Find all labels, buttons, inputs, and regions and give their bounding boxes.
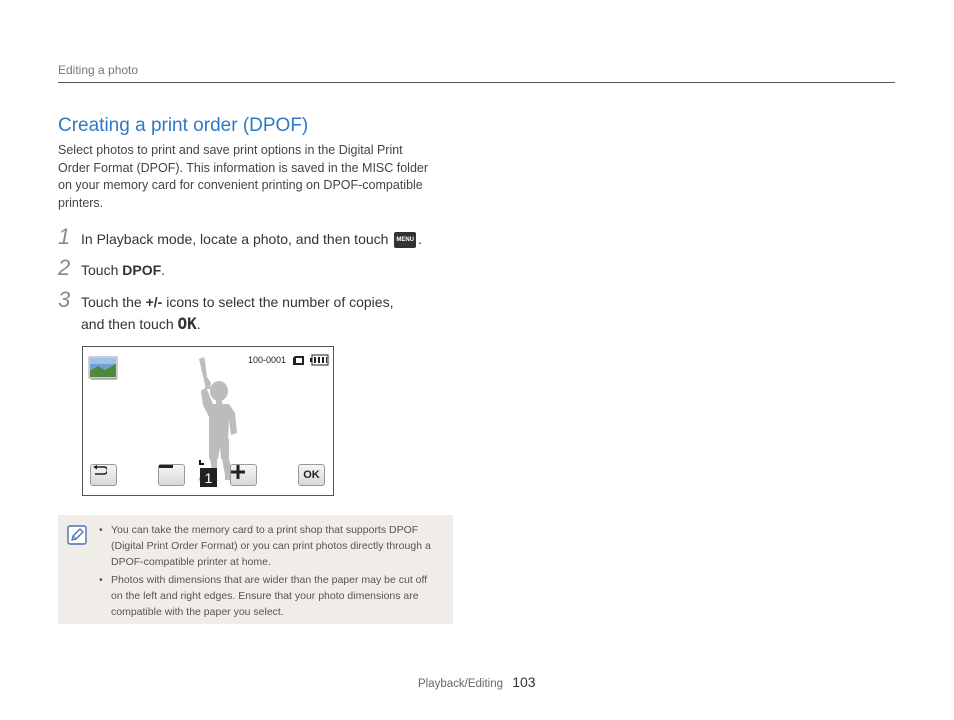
section-header: Editing a photo bbox=[58, 63, 139, 77]
step-text bbox=[81, 228, 451, 250]
note-item: • Photos with dimensions that are wider than the paper may be cut off on the left and right edges. Ensure that your photo dimensions are compatible with the paper you select. bbox=[98, 572, 438, 620]
copy-count: 1 bbox=[200, 468, 217, 487]
step-text-part: and then touch bbox=[81, 316, 174, 332]
note-list bbox=[98, 522, 438, 622]
camera-screen-illustration bbox=[82, 346, 334, 496]
note-pencil-icon bbox=[67, 525, 87, 545]
page-title: Creating a print order (DPOF) bbox=[58, 115, 309, 136]
step-text-part: . bbox=[161, 262, 166, 278]
step-number: 3 bbox=[58, 287, 71, 312]
note-item: • You can take the memory card to a print shop that supports DPOF (Digital Print Order Format) or you can print photos directly through a DPOF-compatible printer at home. bbox=[98, 522, 438, 570]
dpof-option-label: DPOF bbox=[122, 262, 162, 278]
plus-minus-label: +/- bbox=[145, 294, 163, 310]
minus-icon bbox=[159, 465, 173, 469]
page-number: 103 bbox=[512, 674, 536, 690]
step-number: 1 bbox=[58, 224, 71, 249]
menu-key-icon: MENU bbox=[394, 232, 416, 248]
thumbnail-icon bbox=[89, 357, 117, 380]
plus-icon bbox=[231, 465, 245, 479]
step-number: 2 bbox=[58, 255, 71, 280]
back-button[interactable] bbox=[90, 464, 117, 486]
memory-card-icon bbox=[293, 356, 304, 365]
step-text bbox=[81, 259, 451, 281]
intro-paragraph: Select photos to print and save print options in the Digital Print Order Format (DPOF). This information is saved in the MISC folder on your memory card for convenient printing on DPOF-compatible printers. bbox=[58, 143, 429, 210]
back-icon bbox=[91, 465, 107, 477]
step-text-part: icons to select the number of copies, bbox=[166, 294, 394, 310]
step-text-part: . bbox=[196, 316, 201, 332]
header-divider bbox=[58, 82, 895, 83]
footer-section-label: Playback/Editing bbox=[418, 678, 504, 690]
ok-button[interactable]: OK bbox=[298, 464, 325, 486]
page-footer bbox=[418, 674, 536, 690]
file-number: 100-0001 bbox=[248, 355, 287, 365]
battery-icon bbox=[310, 355, 328, 365]
step-text-part: . bbox=[418, 231, 422, 247]
minus-button[interactable] bbox=[158, 464, 185, 486]
step-text-part: In Playback mode, locate a photo, and then touch bbox=[81, 231, 389, 247]
plus-button[interactable] bbox=[230, 464, 257, 486]
step-text bbox=[81, 291, 451, 335]
ok-glyph: OK bbox=[177, 314, 197, 333]
step-text-part: Touch bbox=[81, 262, 119, 278]
step-text-part: Touch the bbox=[81, 294, 142, 310]
note-box bbox=[58, 515, 453, 624]
